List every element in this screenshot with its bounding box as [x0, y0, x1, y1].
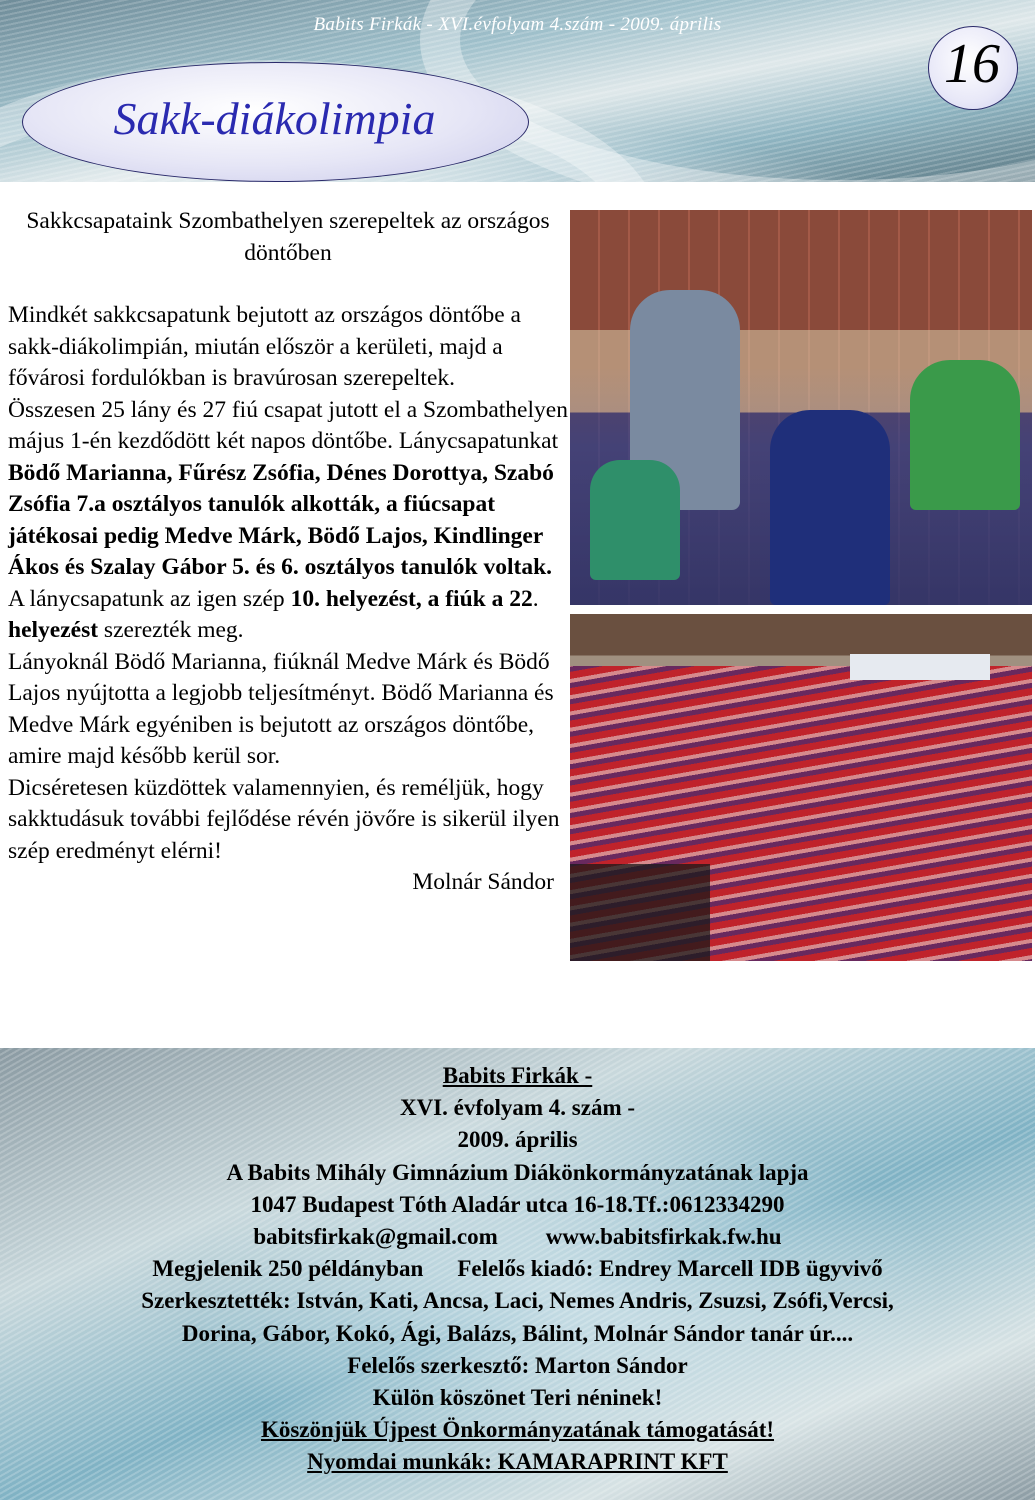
- header-banner: [0, 0, 1035, 182]
- masthead-sponsor: Köszönjük Újpest Önkormányzatának támogatását!: [260, 1417, 775, 1443]
- masthead-copies: Megjelenik 250 példányban: [152, 1256, 424, 1282]
- masthead-title: Babits Firkák -: [442, 1063, 593, 1088]
- masthead-publisher: Felelős kiadó: Endrey Marcell IDB ügyvivő: [457, 1256, 883, 1282]
- article-body: [8, 206, 568, 899]
- masthead-volume: XVI. évfolyam 4. szám -: [399, 1095, 636, 1121]
- photo-figure: [910, 360, 1020, 510]
- results-text: 10. helyezést, a fiúk a 22: [290, 585, 533, 612]
- masthead-publisher-row: [0, 1253, 1035, 1285]
- article-paragraph-5: Dicséretesen küzdöttek valamennyien, és reméljük, hogy sakktudásuk további fejlődése révén jövőre is sikerül ilyen szép eredményt elérni!: [8, 774, 560, 864]
- masthead-editors-1: Szerkesztették: István, Kati, Ancsa, Laci, Nemes Andris, Zsuzsi, Zsófi,Vercsi,: [141, 1288, 894, 1314]
- article-paragraph-2: [8, 395, 568, 584]
- page-title: Sakk-diákolimpia: [113, 93, 436, 144]
- photo-figure: [590, 460, 680, 580]
- photo-railing: [570, 864, 710, 961]
- photo-banner: [850, 654, 990, 680]
- chess-players-photo: [570, 210, 1032, 605]
- masthead: [0, 1060, 1035, 1479]
- article-subtitle: Sakkcsapataink Szombathelyen szerepeltek az országos döntőben: [26, 208, 550, 266]
- masthead-thanks: Külön köszönet Teri néninek!: [372, 1385, 663, 1411]
- page-number: 16: [944, 33, 1000, 95]
- article-paragraph-4: Lányoknál Bödő Marianna, fiúknál Medve Márk és Bödő Lajos nyújtotta a legjobb teljesítményt. Bödő Marianna és Medve Márk egyéniben is bejutott az országos döntőbe, amire majd később kerül sor.: [8, 648, 554, 769]
- paragraph-text: A lánycsapatunk az igen szép: [8, 585, 291, 612]
- article-paragraph-1: Mindkét sakkcsapatunk bejutott az országos döntőbe a sakk-diákolimpián, miután először a kerületi, majd a fővárosi fordulókban is bravúrosan szerepeltek.: [8, 302, 521, 391]
- masthead-website: www.babitsfirkak.fw.hu: [545, 1224, 782, 1250]
- footer-masthead-panel: [0, 1048, 1035, 1500]
- team-members-text: Bödő Marianna, Fűrész Zsófia, Dénes Dorottya, Szabó Zsófia 7.a osztályos tanulók alkották, a fiúcsapat játékosai pedig Medve Márk, Bödő Lajos, Kindlinger Ákos és Szalay Gábor 5. és 6. osztályos tanulók voltak.: [8, 459, 554, 580]
- masthead-publication: A Babits Mihály Gimnázium Diákönkormányzatának lapja: [226, 1159, 809, 1185]
- photo-figure: [770, 410, 890, 605]
- masthead-email: babitsfirkak@gmail.com: [253, 1224, 498, 1250]
- results-text: helyezést: [8, 617, 99, 643]
- masthead-chief-editor: Felelős szerkesztő: Marton Sándor: [347, 1352, 688, 1378]
- masthead-contact-row: [0, 1221, 1035, 1253]
- article-paragraph-3: [8, 584, 568, 647]
- masthead-editors-2: Dorina, Gábor, Kokó, Ági, Balázs, Bálint, Molnár Sándor tanár úr....: [181, 1320, 854, 1346]
- tournament-hall-photo: [570, 614, 1032, 961]
- running-head: Babits Firkák - XVI.évfolyam 4.szám - 2009. április: [313, 14, 722, 35]
- paragraph-text: .: [532, 585, 539, 612]
- paragraph-text: szerezték meg.: [98, 617, 244, 643]
- paragraph-text: Összesen 25 lány és 27 fiú csapat jutott el a Szombathelyen május 1-én kezdődött két napos döntőbe. Lánycsapatunkat: [8, 396, 568, 454]
- masthead-date: 2009. április: [457, 1127, 578, 1153]
- masthead-printer: Nyomdai munkák: KAMARAPRINT KFT: [307, 1449, 728, 1475]
- article-author: Molnár Sándor: [412, 869, 554, 895]
- masthead-address: 1047 Budapest Tóth Aladár utca 16-18.Tf.:0612334290: [250, 1191, 785, 1217]
